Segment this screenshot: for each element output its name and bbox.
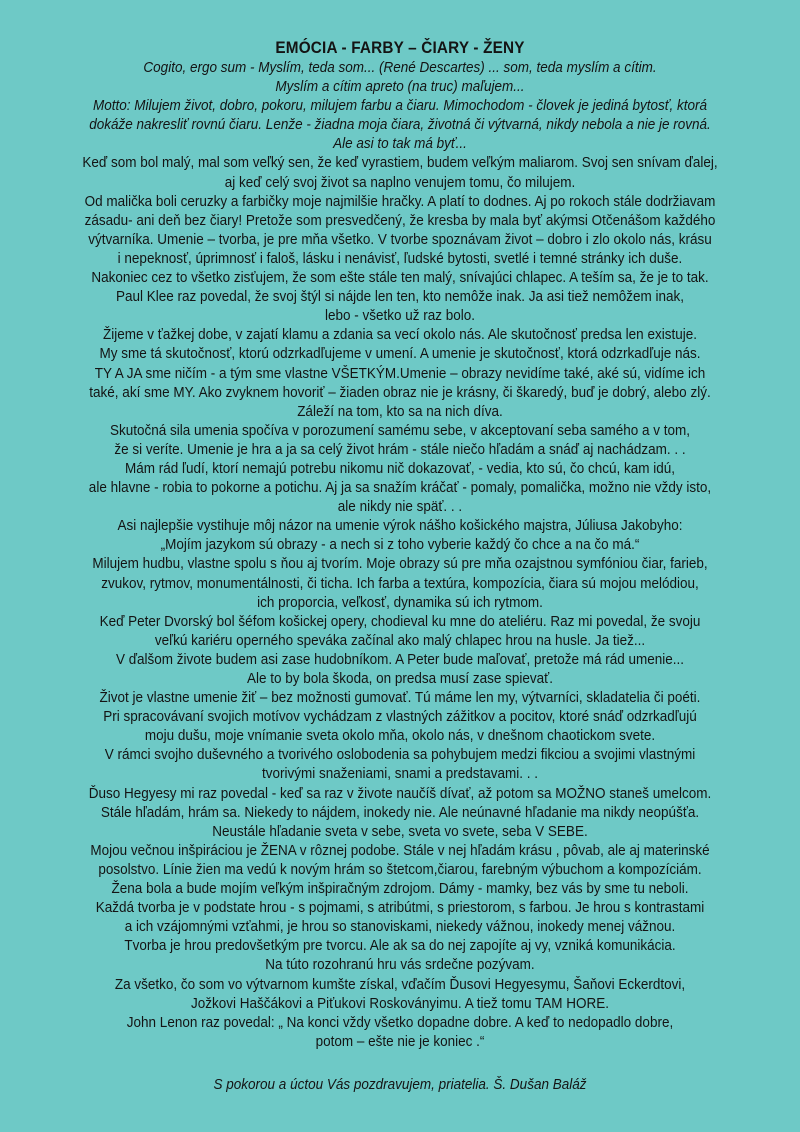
body-line: Neustále hľadanie sveta v sebe, sveta vo svete, seba V SEBE. [212, 822, 588, 840]
body-line: V rámci svojho duševného a tvorivého oslobodenia sa pohybujem medzi fikciou a svojimi vlastnými [104, 746, 696, 764]
body-line: Žena bola a bude mojím veľkým inšpiračným zdrojom. Dámy - mamky, bez vás by sme tu neboli. [111, 880, 689, 898]
intro-line: dokáže nakresliť rovnú čiaru. Lenže - žiadna moja čiara, životná či výtvarná, nikdy nebola a nie je rovná. [89, 116, 711, 134]
page-title: EMÓCIA - FARBY – ČIARY - ŽENY [275, 38, 525, 57]
body-line: „Mojím jazykom sú obrazy - a nech si z toho vyberie každý čo chce a na čo má.“ [160, 536, 640, 554]
body-line: Keď som bol malý, mal som veľký sen, že keď vyrastiem, budem veľkým maliarom. Svoj sen snívam ďalej, [82, 154, 718, 172]
body-line: také, akí sme MY. Ako zvyknem hovoriť – žiaden obraz nie je krásny, či škaredý, buď je dobrý, alebo zlý. [89, 383, 711, 401]
body-line: Tvorba je hrou predovšetkým pre tvorcu. Ale ak sa do nej zapojíte aj vy, vzniká komunikácia. [124, 937, 676, 955]
body-line: ale nikdy nie späť. . . [337, 498, 463, 516]
body-line: My sme tá skutočnosť, ktorú odzrkadľujeme v umení. A umenie je skutočnosť, ktorá odzrkadľuje nás. [99, 345, 701, 363]
body-line: Pri spracovávaní svojich motívov vychádzam z vlastných zážitkov a pocitov, ktoré snáď odzrkadľujú [103, 708, 697, 726]
body-line: že si veríte. Umenie je hra a ja sa celý život hrám - stále niečo hľadám a snáď aj nachádzam. . . [114, 440, 686, 458]
intro-line: Myslím a cítim apreto (na truc) maľujem... [275, 78, 525, 96]
body-line: Záleží na tom, kto sa na nich díva. [297, 402, 503, 420]
body-line: Za všetko, čo som vo výtvarnom kumšte získal, vďačím Ďusovi Hegyesymu, Šaňovi Eckerdtovi, [114, 975, 686, 993]
body-line: moju dušu, moje vnímanie sveta okolo mňa, okolo nás, v dnešnom chaotickom svete. [144, 727, 656, 745]
body-line: Asi najlepšie vystihuje môj názor na umenie výrok nášho košického majstra, Júliusa Jakobyho: [117, 517, 683, 535]
body-line: i nepeknosť, úprimnosť i faloš, lásku i nenávisť, ľudské bytosti, svetlé i temné stránky ich duše. [117, 249, 683, 267]
body-line: Mojou večnou inšpiráciou je ŽENA v rôznej podobe. Stále v nej hľadám krásu , pôvab, ale aj materinské [90, 841, 710, 859]
body-line: Nakoniec cez to všetko zisťujem, že som ešte stále ten malý, snívajúci chlapec. A teším sa, že je to tak. [91, 269, 709, 287]
body-line: a ich vzájomnými vzťahmi, je hrou so stanoviskami, niekedy vážnou, inokedy menej vážnou. [124, 918, 676, 936]
body-line: V ďalšom živote budem asi zase hudobníkom. A Peter bude maľovať, pretože má rád umenie... [115, 650, 685, 668]
body-line: Paul Klee raz povedal, že svoj štýl si nájde len ten, kto nemôže inak. Ja asi tiež nemôžem inak, [115, 288, 685, 306]
body-line: John Lenon raz povedal: „ Na konci vždy všetko dopadne dobre. A keď to nedopadlo dobre, [126, 1013, 674, 1031]
body-line: Jožkovi Haščákovi a Piťukovi Roskoványimu. A tiež tomu TAM HORE. [191, 994, 609, 1012]
intro-block [0, 58, 800, 153]
body-line: lebo - všetko už raz bolo. [324, 307, 476, 325]
intro-line: Ale asi to tak má byť... [333, 135, 467, 153]
body-line: Ale to by bola škoda, on predsa musí zase spievať. [247, 670, 553, 687]
body-line: Keď Peter Dvorský bol šéfom košickej opery, chodieval ku mne do ateliéru. Raz mi povedal, že svoju [99, 612, 701, 630]
body-line: Mám rád ľudí, ktorí nemajú potrebu nikomu nič dokazovať, - vedia, kto sú, čo chcú, kam idú, [124, 459, 676, 477]
intro-line: Motto: Milujem život, dobro, pokoru, milujem farbu a čiaru. Mimochodom - človek je jediná bytosť, ktorá [92, 97, 708, 115]
body-text [0, 153, 800, 1050]
body-line: TY A JA sme ničím - a tým sme vlastne VŠETKÝM.Umenie – obrazy nevidíme také, aké sú, vidíme ich [94, 364, 706, 382]
body-line: Od malička boli ceruzky a farbičky moje najmilšie hračky. A platí to dodnes. Aj po rokoch stále dodržiavam [84, 192, 716, 210]
body-line: potom – ešte nie je koniec .“ [315, 1032, 485, 1050]
signature: S pokorou a úctou Vás pozdravujem, priatelia. Š. Dušan Baláž [213, 1075, 587, 1093]
body-line: výtvarníka. Umenie – tvorba, je pre mňa všetko. V tvorbe spoznávam život – dobro i zlo okolo nás, krásu [88, 230, 712, 248]
body-line: Stále hľadám, hrám sa. Niekedy to nájdem, inokedy nie. Ale neúnavné hľadanie ma nikdy neopúšťa. [100, 803, 700, 821]
body-line: ich proporcia, veľkosť, dynamika sú ich rytmom. [257, 593, 543, 611]
body-line: veľkú kariéru operného speváka začínal ako malý chlapec hrou na husle. Ja tiež... [154, 631, 646, 649]
body-line: tvorivými snaženiami, snami a predstavami. . . [261, 765, 539, 783]
body-line: Žijeme v ťažkej dobe, v zajatí klamu a zdania sa vecí okolo nás. Ale skutočnosť predsa len existuje. [103, 326, 697, 344]
body-line: zvukov, rytmov, monumentálnosti, či ticha. Ich farba a textúra, kompozícia, čiara sú mojou melódiou, [101, 574, 699, 592]
body-line: Milujem hudbu, vlastne spolu s ňou aj tvorím. Moje obrazy sú pre mňa ozajstnou symfóniou čiar, farieb, [92, 555, 708, 573]
body-line: posolstvo. Línie žien ma vedú k novým hrám so štetcom,čiarou, farebným výbuchom a kompozíciám. [98, 860, 702, 878]
body-line: Skutočná sila umenia spočíva v porozumení samému sebe, v akceptovaní seba samého a v tom, [109, 421, 691, 439]
intro-line: Cogito, ergo sum - Myslím, teda som... (René Descartes) ... som, teda myslím a cítim. [143, 59, 657, 76]
body-line: zásadu- ani deň bez čiary! Pretože som presvedčený, že kresba by mala byť akýmsi Otčenášom každého [84, 211, 716, 229]
body-line: ale hlavne - robia to pokorne a potichu. Aj ja sa snažím kráčať - pomaly, pomalička, možno nie vždy isto, [88, 479, 712, 497]
body-line: Život je vlastne umenie žiť – bez možnosti gumovať. Tú máme len my, výtvarníci, skladatelia či poéti. [99, 689, 701, 707]
body-line: Na túto rozohranú hru vás srdečne pozývam. [265, 956, 535, 974]
body-line: Ďuso Hegyesy mi raz povedal - keď sa raz v živote naučíš dívať, až potom sa MOŽNO staneš umelcom. [88, 784, 712, 802]
body-line: aj keď celý svoj život sa naplno venujem tomu, čo milujem. [224, 173, 576, 191]
body-line: Každá tvorba je v podstate hrou - s pojmami, s atribútmi, s priestorom, s farbou. Je hrou s kontrastami [95, 899, 705, 917]
